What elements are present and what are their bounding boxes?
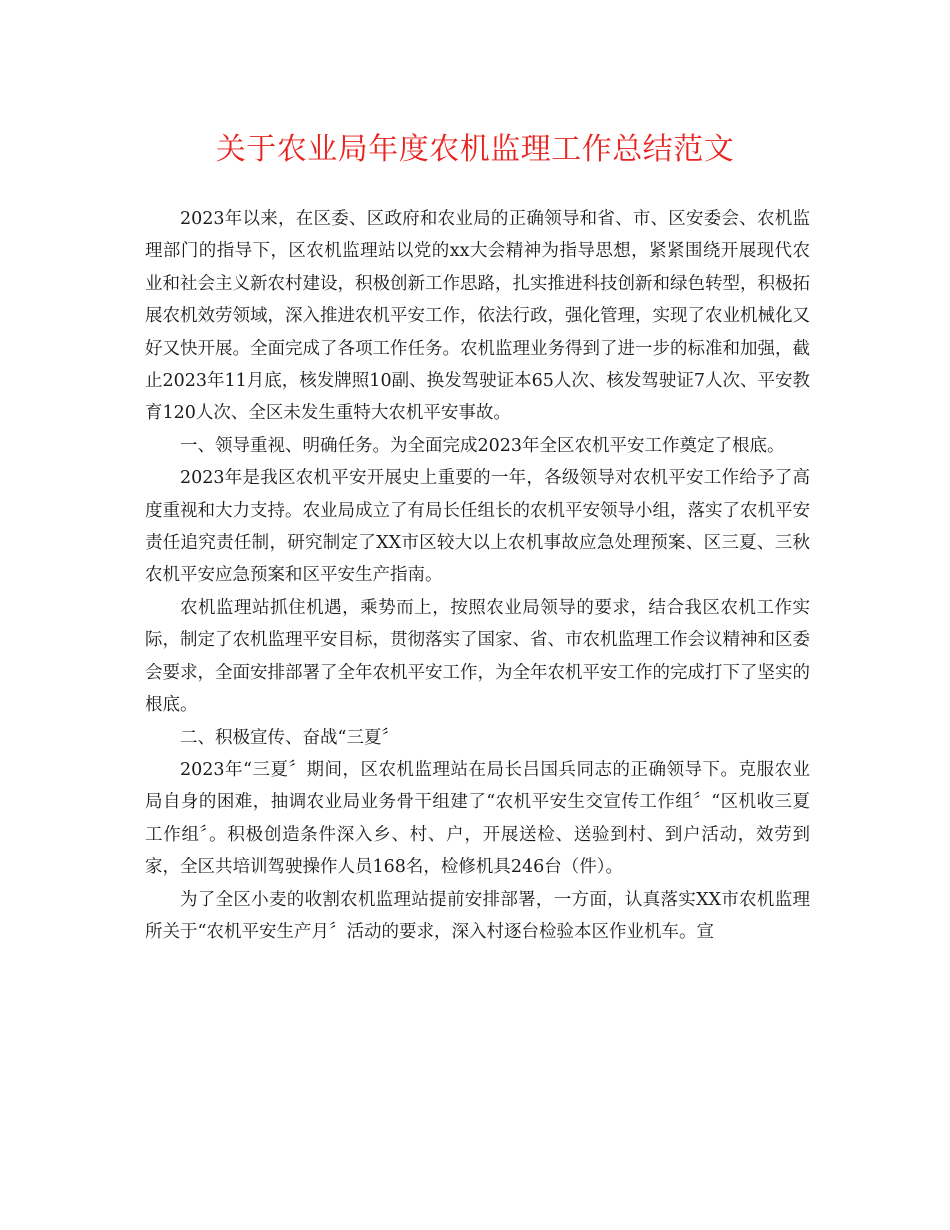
- paragraph-wheat-harvest: 为了全区小麦的收割农机监理站提前安排部署，一方面，认真落实XX市农机监理所关于“农机平安生产月〞活动的要求，深入村逐台检验本区作业机车。宣: [145, 889, 810, 942]
- document-body: [145, 203, 810, 948]
- paragraph-leadership: 2023年是我区农机平安开展史上重要的一年，各级领导对农机平安工作给予了高度重视和大力支持。农业局成立了有局长任组长的农机平安领导小组，落实了农机平安责任追究责任制，研究制定了XX市区较大以上农机事故应急处理预案、区三夏、三秋农机平安应急预案和区平安生产指南。: [145, 468, 810, 586]
- paragraph-sanxia: 2023年“三夏〞期间，区农机监理站在局长吕国兵同志的正确领导下。克服农业局自身的困难，抽调农业局业务骨干组建了“农机平安生交宣传工作组〞“区机收三夏工作组〞。积极创造条件深入乡、村、户，开展送检、送验到村、到户活动，效劳到家，全区共培训驾驶操作人员168名，检修机具246台（件）。: [145, 759, 810, 878]
- paragraph-intro: 2023年以来，在区委、区政府和农业局的正确领导和省、市、区安委会、农机监理部门的指导下，区农机监理站以党的xx大会精神为指导思想，紧紧围绕开展现代农业和社会主义新农村建设，积极创新工作思路，扎实推进科技创新和绿色转型，积极拓展农机效劳领域，深入推进农机平安工作，依法行政，强化管理，实现了农业机械化又好又快开展。全面完成了各项工作任务。农机监理业务得到了进一步的标准和加强，截止2023年11月底，核发牌照10副、换发驾驶证本65人次、核发驾驶证7人次、平安教育120人次、全区未发生重特大农机平安事故。: [145, 209, 810, 424]
- document-title: 关于农业局年度农机监理工作总结范文: [215, 132, 735, 167]
- paragraph-section-1-heading: 一、领导重视、明确任务。为全面完成2023年全区农机平安工作奠定了根底。: [180, 435, 785, 456]
- paragraph-section-2-heading: 二、积极宣传、奋战“三夏〞: [180, 727, 399, 748]
- paragraph-station-plan: 农机监理站抓住机遇，乘势而上，按照农业局领导的要求，结合我区农机工作实际，制定了农机监理平安目标，贯彻落实了国家、省、市农机监理工作会议精神和区委会要求，全面安排部署了全年农机平安工作，为全年农机平安工作的完成打下了坚实的根底。: [145, 597, 810, 716]
